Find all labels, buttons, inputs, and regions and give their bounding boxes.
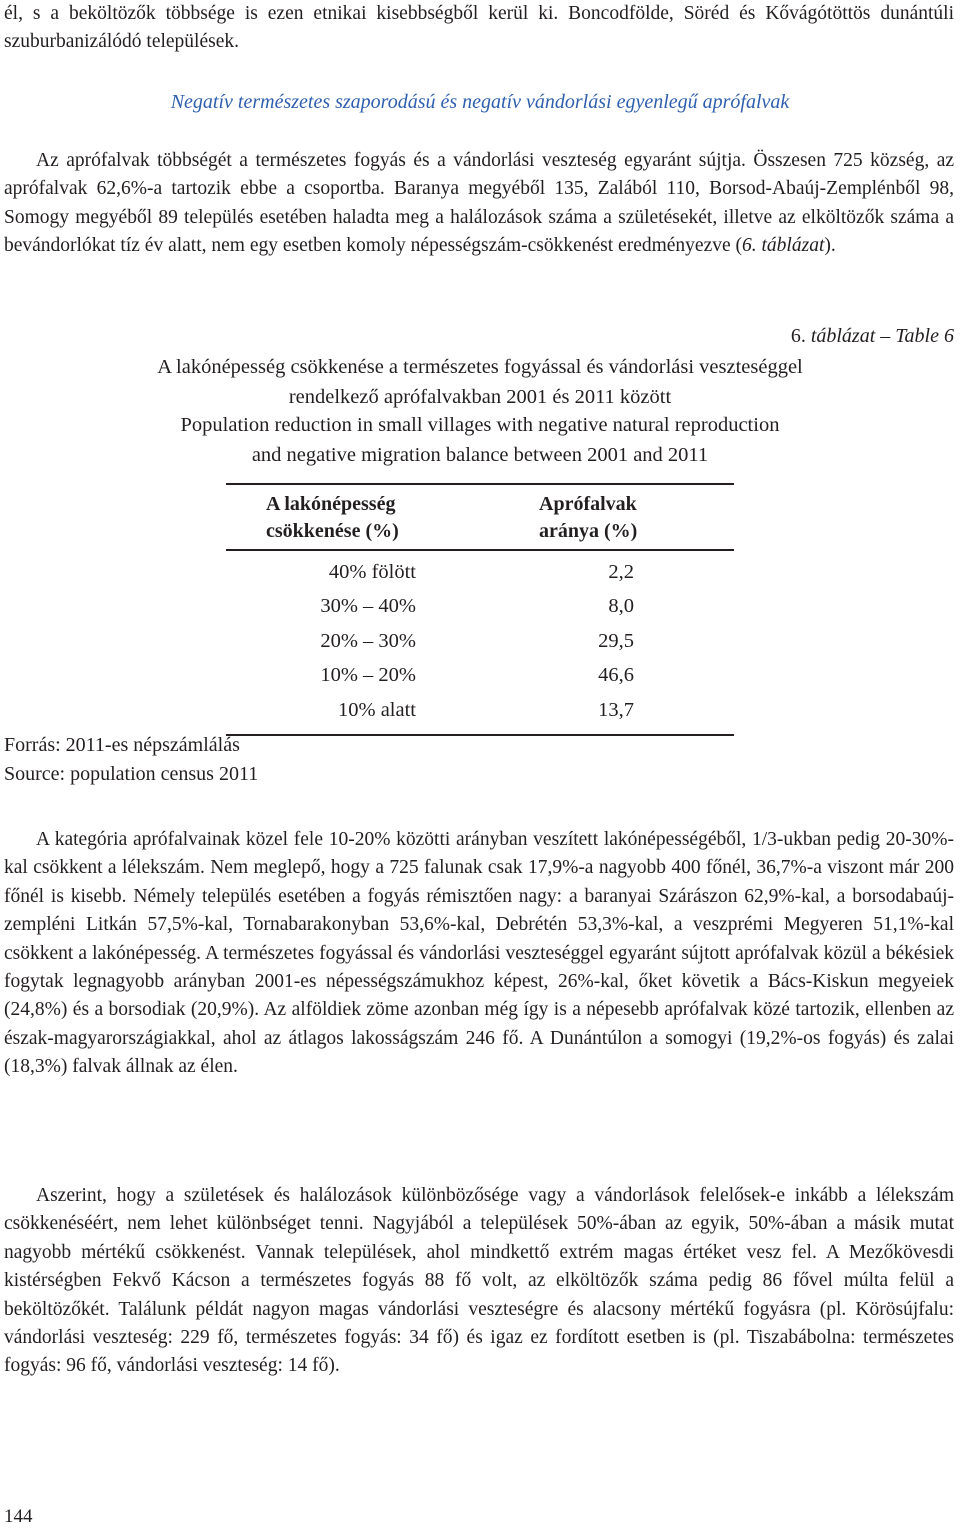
source-hungarian: Forrás: 2011-es népszámlálás <box>4 734 240 756</box>
table-number: 6. <box>790 325 806 347</box>
paragraph-3: Aszerint, hogy a születések és halálozások különbözősége vagy a vándorlások felelősek-e inkább a lélekszám csökkenéséért, nem lehet különbséget tenni. Nagyjából a települések 50%-ában az egyik, 50%-ában a másik mutat nagyobb mértékű csökkenést. Vannak települések, ahol mindkettő extrém magas értéket vesz fel. A Mezőkövesdi kistérségben Fekvő Kácson a természetes fogyás 88 fő volt, az elköltözők száma pedig 86 fővel múlta felül a beköltözőkét. Találunk példát nagyon magas vándorlási veszteségre és alacsony mértékű fogyásra (pl. Körösújfalu: vándorlási veszteség: 229 fő, természetes fogyás: 34 fő) és igaz ez fordított esetben is (pl. Tiszabábolna: természetes fogyás: 96 fő, vándorlási veszteség: 14 fő). <box>4 1185 954 1377</box>
share-value-cell: 2,2 <box>608 560 634 583</box>
share-value-cell: 8,0 <box>608 595 634 618</box>
decrease-range-cell: 40% fölött <box>328 560 416 583</box>
table-label-text: táblázat – Table 6 <box>810 325 954 347</box>
top-paragraph: él, s a beköltözők többsége is ezen etnikai kisebbségből kerül ki. Boncodfölde, Söréd és Kővágótöttös dunántúli szuburbanizálódó települések. <box>4 3 954 53</box>
page-number: 144 <box>4 1506 33 1527</box>
decrease-range-cell: 20% – 30% <box>320 629 416 652</box>
share-value-cell: 46,6 <box>598 664 634 687</box>
table-row <box>226 624 734 659</box>
caption-en-line-1: Population reduction in small villages with negative natural reproduction <box>180 414 780 436</box>
table-caption-english <box>0 410 960 470</box>
paragraph-1 <box>4 147 954 261</box>
table-number-label <box>791 322 954 350</box>
decrease-range-cell: 10% alatt <box>338 698 416 721</box>
data-table <box>226 483 734 736</box>
paragraph-1-text: Az aprófalvak többségét a természetes fogyás és a vándorlási veszteség egyaránt sújtja. Összesen 725 község, az aprófalvak 62,6%-a tartozik ebbe a csoportba. Baranya megyéből 135, Zalából 110, Borsod-Abaúj-Zemplénből 98, Somogy megyéből 89 település esetében haladta meg a halálozások száma a születésekét, illetve az elköltözők száma a bevándorlókat tíz év alatt, nem egy esetben komoly népességszám-csökkenést eredményezve ( <box>4 150 954 257</box>
table-row <box>226 590 734 625</box>
table-reference: 6. táblázat <box>742 235 825 257</box>
caption-hu-line-2: rendelkező aprófalvakban 2001 és 2011 között <box>288 386 672 408</box>
source-english: Source: population census 2011 <box>4 763 259 785</box>
header-population-decrease: A lakónépesség csökkenése (%) <box>266 493 399 542</box>
table-row <box>226 659 734 694</box>
table-row <box>226 555 734 590</box>
table-header-row <box>226 485 734 551</box>
header-village-share: Aprófalvak aránya (%) <box>539 493 638 542</box>
caption-hu-line-1: A lakónépesség csökkenése a természetes fogyással és vándorlási veszteséggel <box>157 356 803 378</box>
share-value-cell: 13,7 <box>598 698 634 721</box>
decrease-range-cell: 10% – 20% <box>320 664 416 687</box>
decrease-range-cell: 30% – 40% <box>320 595 416 618</box>
paragraph-1-end: ). <box>824 235 836 257</box>
table-body <box>226 555 734 734</box>
table-row <box>226 693 734 728</box>
table-source <box>4 731 258 789</box>
caption-en-line-2: and negative migration balance between 2001 and 2011 <box>251 444 709 466</box>
paragraph-2: A kategória aprófalvainak közel fele 10-20% közötti arányban veszített lakónépességéből, 1/3-ukban pedig 20-30%-kal csökkent a lélekszám. Nem meglepő, hogy a 725 falunak csak 17,9%-a nagyobb 400 főnél, 36,7%-a viszont már 200 főnél is kisebb. Némely település esetében a fogyás rémisztően nagy: a baranyai Szárászon 62,9%-kal, a borsodabaúj-zempléni Litkán 57,5%-kal, Tornabarakonyban 53,6%-kal, Debrétén 53,3%-kal, a veszprémi Megyeren 51,1%-kal csökkent a lakónépesség. A természetes fogyással és vándorlási veszteséggel egyaránt sújtott aprófalvak közül a békésiek fogytak legnagyobb arányban 2001-es népességszámukhoz képest, 26%-kal, őket követik a Bács-Kiskun megyeiek (24,8%) és a borsodiak (20,9%). Az alföldiek zöme azonban még így is a népesebb aprófalvak közé tartozik, ellenben az észak-magyarországiakkal, ahol az átlagos lakosságszám 246 fő. A Dunántúlon a somogyi (19,2%-os fogyás) és zalai (18,3%) falvak állnak az élen. <box>4 829 954 1078</box>
share-value-cell: 29,5 <box>598 629 634 652</box>
table-caption-hungarian <box>0 352 960 412</box>
section-subheading: Negatív természetes szaporodású és negatív vándorlási egyenlegű aprófalvak <box>170 91 790 113</box>
